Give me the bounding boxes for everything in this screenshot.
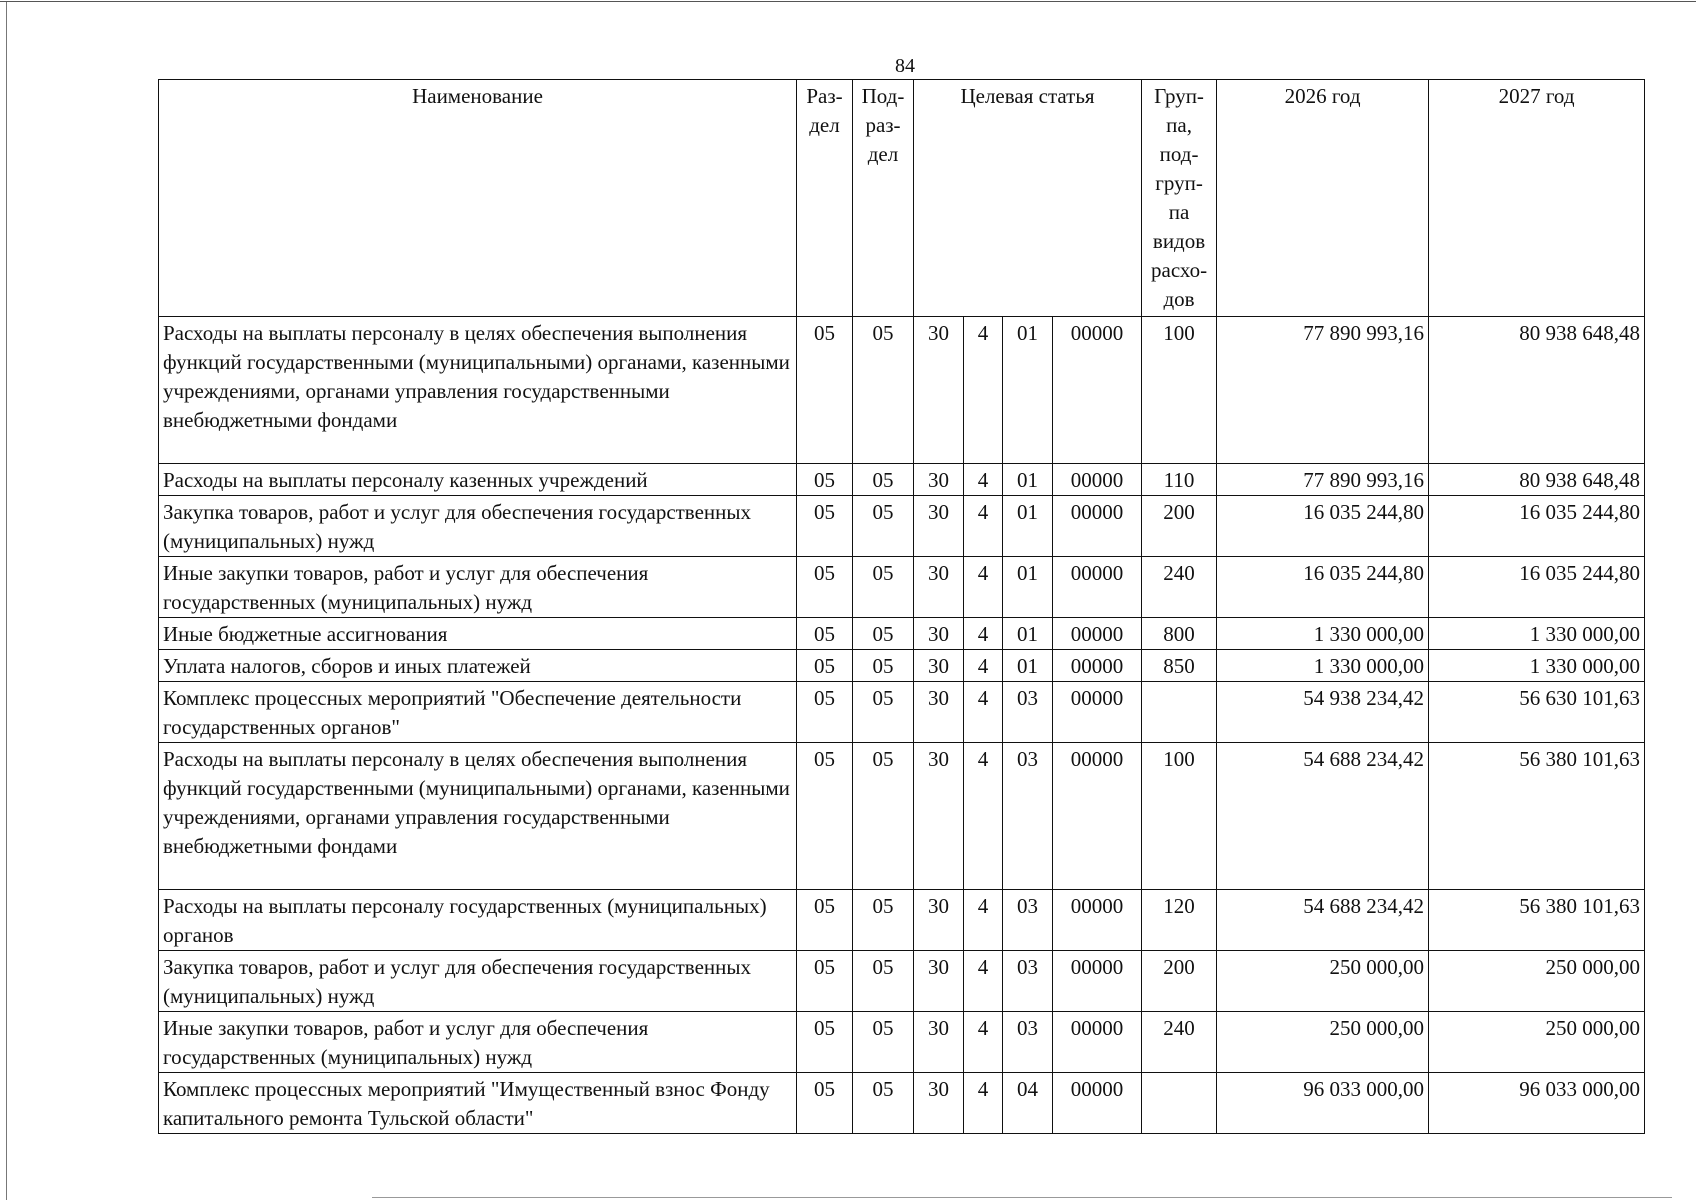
row-name: Иные закупки товаров, работ и услуг для обеспечения государственных (муниципальных) нужд — [159, 1012, 797, 1073]
row-section: 05 — [797, 890, 853, 951]
header-section: Раз- дел — [797, 80, 853, 317]
budget-table — [158, 79, 1645, 1134]
row-target-type: 4 — [964, 890, 1003, 951]
row-expense-group: 200 — [1142, 951, 1217, 1012]
row-target-type: 4 — [964, 496, 1003, 557]
row-amount-2027: 80 938 648,48 — [1429, 317, 1645, 464]
row-section: 05 — [797, 650, 853, 682]
row-amount-2026: 77 890 993,16 — [1217, 317, 1429, 464]
row-expense-group: 100 — [1142, 743, 1217, 890]
row-target-type: 4 — [964, 1073, 1003, 1134]
row-amount-2026: 250 000,00 — [1217, 951, 1429, 1012]
row-name: Иные бюджетные ассигнования — [159, 618, 797, 650]
row-subsection: 05 — [853, 743, 914, 890]
row-target-direction: 00000 — [1053, 890, 1142, 951]
row-section: 05 — [797, 557, 853, 618]
row-target-structure: 01 — [1003, 557, 1053, 618]
row-subsection: 05 — [853, 557, 914, 618]
row-target-structure: 03 — [1003, 743, 1053, 890]
row-target-direction: 00000 — [1053, 951, 1142, 1012]
row-name: Уплата налогов, сборов и иных платежей — [159, 650, 797, 682]
row-target-type: 4 — [964, 317, 1003, 464]
row-section: 05 — [797, 1012, 853, 1073]
header-subsection: Под- раз- дел — [853, 80, 914, 317]
row-target-program: 30 — [914, 890, 964, 951]
row-amount-2027: 56 630 101,63 — [1429, 682, 1645, 743]
row-target-structure: 03 — [1003, 682, 1053, 743]
row-target-direction: 00000 — [1053, 1073, 1142, 1134]
table-body — [159, 317, 1645, 1134]
row-section: 05 — [797, 618, 853, 650]
row-name: Расходы на выплаты персоналу казенных учреждений — [159, 464, 797, 496]
row-target-program: 30 — [914, 743, 964, 890]
row-amount-2026: 96 033 000,00 — [1217, 1073, 1429, 1134]
table-row — [159, 464, 1645, 496]
row-target-structure: 01 — [1003, 650, 1053, 682]
row-target-direction: 00000 — [1053, 1012, 1142, 1073]
header-year-2026: 2026 год — [1217, 80, 1429, 317]
row-expense-group — [1142, 1073, 1217, 1134]
table-row — [159, 618, 1645, 650]
row-expense-group: 100 — [1142, 317, 1217, 464]
row-amount-2027: 80 938 648,48 — [1429, 464, 1645, 496]
scan-left-edge — [6, 2, 7, 1200]
row-target-type: 4 — [964, 682, 1003, 743]
row-amount-2027: 56 380 101,63 — [1429, 743, 1645, 890]
row-subsection: 05 — [853, 951, 914, 1012]
row-amount-2027: 96 033 000,00 — [1429, 1073, 1645, 1134]
row-amount-2027: 56 380 101,63 — [1429, 890, 1645, 951]
row-target-structure: 04 — [1003, 1073, 1053, 1134]
row-expense-group: 110 — [1142, 464, 1217, 496]
row-target-direction: 00000 — [1053, 496, 1142, 557]
row-section: 05 — [797, 464, 853, 496]
row-subsection: 05 — [853, 890, 914, 951]
row-section: 05 — [797, 496, 853, 557]
row-target-direction: 00000 — [1053, 650, 1142, 682]
row-expense-group: 240 — [1142, 1012, 1217, 1073]
row-subsection: 05 — [853, 1012, 914, 1073]
row-subsection: 05 — [853, 464, 914, 496]
scan-top-edge — [0, 1, 1696, 2]
row-target-program: 30 — [914, 618, 964, 650]
row-target-structure: 01 — [1003, 618, 1053, 650]
row-expense-group: 850 — [1142, 650, 1217, 682]
row-name: Расходы на выплаты персоналу государственных (муниципальных) органов — [159, 890, 797, 951]
row-amount-2027: 1 330 000,00 — [1429, 650, 1645, 682]
row-target-type: 4 — [964, 557, 1003, 618]
row-name: Расходы на выплаты персоналу в целях обеспечения выполнения функций государственными (муниципальными) органами, казенными учреждениями, органами управления государственными внебюджетными фондами — [159, 743, 797, 890]
row-target-program: 30 — [914, 1012, 964, 1073]
row-target-type: 4 — [964, 618, 1003, 650]
row-expense-group — [1142, 682, 1217, 743]
row-expense-group: 800 — [1142, 618, 1217, 650]
row-name: Закупка товаров, работ и услуг для обеспечения государственных (муниципальных) нужд — [159, 951, 797, 1012]
row-amount-2026: 1 330 000,00 — [1217, 618, 1429, 650]
row-amount-2026: 16 035 244,80 — [1217, 496, 1429, 557]
row-subsection: 05 — [853, 682, 914, 743]
row-name: Расходы на выплаты персоналу в целях обеспечения выполнения функций государственными (муниципальными) органами, казенными учреждениями, органами управления государственными внебюджетными фондами — [159, 317, 797, 464]
row-target-direction: 00000 — [1053, 743, 1142, 890]
row-section: 05 — [797, 317, 853, 464]
table-row — [159, 743, 1645, 890]
row-target-structure: 03 — [1003, 951, 1053, 1012]
row-target-type: 4 — [964, 464, 1003, 496]
row-amount-2026: 54 688 234,42 — [1217, 890, 1429, 951]
row-section: 05 — [797, 682, 853, 743]
table-row — [159, 682, 1645, 743]
row-target-type: 4 — [964, 951, 1003, 1012]
row-amount-2026: 16 035 244,80 — [1217, 557, 1429, 618]
row-target-direction: 00000 — [1053, 682, 1142, 743]
row-amount-2027: 16 035 244,80 — [1429, 557, 1645, 618]
row-target-program: 30 — [914, 464, 964, 496]
row-amount-2026: 1 330 000,00 — [1217, 650, 1429, 682]
row-section: 05 — [797, 951, 853, 1012]
header-row — [159, 80, 1645, 317]
scan-bottom-edge — [372, 1197, 1672, 1198]
row-target-structure: 01 — [1003, 496, 1053, 557]
row-expense-group: 240 — [1142, 557, 1217, 618]
row-target-direction: 00000 — [1053, 317, 1142, 464]
row-target-program: 30 — [914, 317, 964, 464]
row-subsection: 05 — [853, 317, 914, 464]
row-expense-group: 120 — [1142, 890, 1217, 951]
row-target-type: 4 — [964, 1012, 1003, 1073]
row-amount-2026: 77 890 993,16 — [1217, 464, 1429, 496]
row-amount-2027: 250 000,00 — [1429, 951, 1645, 1012]
table-row — [159, 1012, 1645, 1073]
row-name: Иные закупки товаров, работ и услуг для обеспечения государственных (муниципальных) нужд — [159, 557, 797, 618]
row-amount-2026: 250 000,00 — [1217, 1012, 1429, 1073]
row-target-program: 30 — [914, 650, 964, 682]
table-row — [159, 557, 1645, 618]
row-amount-2026: 54 688 234,42 — [1217, 743, 1429, 890]
row-amount-2027: 250 000,00 — [1429, 1012, 1645, 1073]
row-subsection: 05 — [853, 650, 914, 682]
row-amount-2027: 1 330 000,00 — [1429, 618, 1645, 650]
row-target-type: 4 — [964, 650, 1003, 682]
row-subsection: 05 — [853, 1073, 914, 1134]
table-row — [159, 650, 1645, 682]
row-name: Закупка товаров, работ и услуг для обеспечения государственных (муниципальных) нужд — [159, 496, 797, 557]
row-target-program: 30 — [914, 496, 964, 557]
table-row — [159, 317, 1645, 464]
row-target-program: 30 — [914, 951, 964, 1012]
row-target-program: 30 — [914, 1073, 964, 1134]
row-target-direction: 00000 — [1053, 557, 1142, 618]
row-target-direction: 00000 — [1053, 464, 1142, 496]
table-row — [159, 890, 1645, 951]
page-number: 84 — [895, 55, 915, 77]
row-subsection: 05 — [853, 496, 914, 557]
row-expense-group: 200 — [1142, 496, 1217, 557]
table-row — [159, 496, 1645, 557]
header-target-article: Целевая статья — [914, 80, 1142, 317]
row-amount-2027: 16 035 244,80 — [1429, 496, 1645, 557]
row-amount-2026: 54 938 234,42 — [1217, 682, 1429, 743]
row-target-direction: 00000 — [1053, 618, 1142, 650]
row-target-structure: 01 — [1003, 464, 1053, 496]
row-target-program: 30 — [914, 557, 964, 618]
header-year-2027: 2027 год — [1429, 80, 1645, 317]
row-section: 05 — [797, 743, 853, 890]
row-target-program: 30 — [914, 682, 964, 743]
table-header — [159, 80, 1645, 317]
row-target-structure: 01 — [1003, 317, 1053, 464]
header-name: Наименование — [159, 80, 797, 317]
row-name: Комплекс процессных мероприятий "Обеспечение деятельности государственных органов" — [159, 682, 797, 743]
row-target-structure: 03 — [1003, 890, 1053, 951]
row-target-structure: 03 — [1003, 1012, 1053, 1073]
row-target-type: 4 — [964, 743, 1003, 890]
table-row — [159, 1073, 1645, 1134]
header-expense-group: Груп- па, под- груп- па видов расхо- дов — [1142, 80, 1217, 317]
row-name: Комплекс процессных мероприятий "Имущественный взнос Фонду капитального ремонта Тульской области" — [159, 1073, 797, 1134]
row-section: 05 — [797, 1073, 853, 1134]
table-row — [159, 951, 1645, 1012]
row-subsection: 05 — [853, 618, 914, 650]
